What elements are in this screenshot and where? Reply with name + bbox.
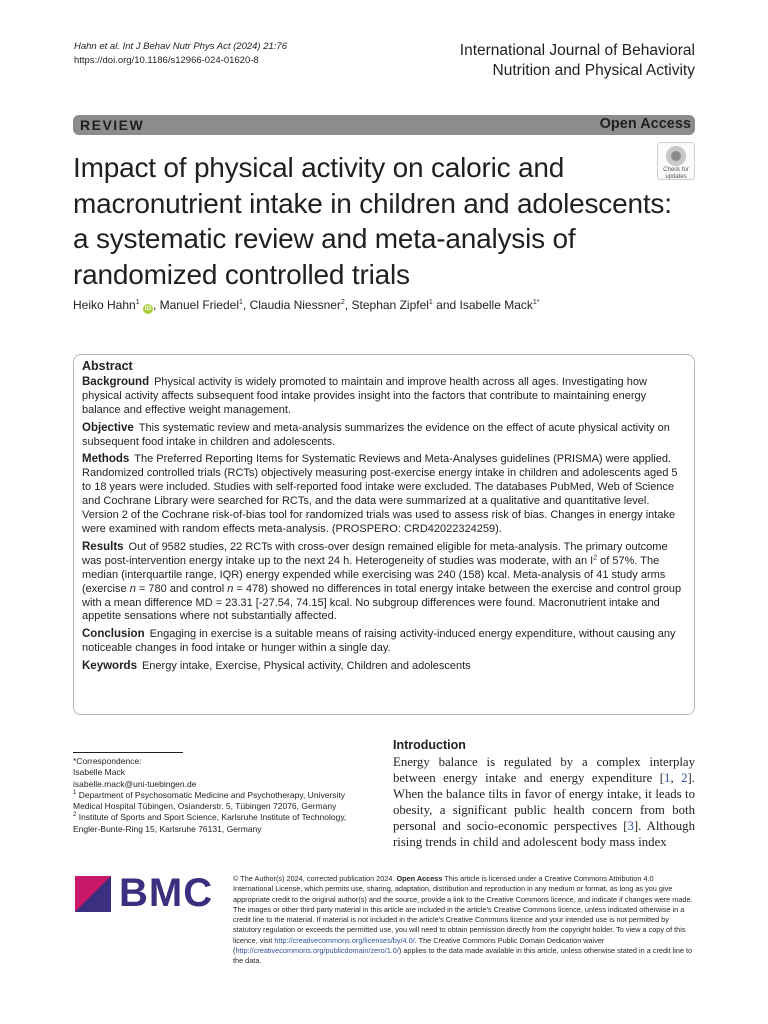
crossmark-label: Check for updates: [663, 167, 689, 180]
author-list: [73, 297, 540, 314]
bmc-logo-mark-icon: [75, 876, 111, 912]
introduction-section: [393, 738, 695, 851]
affiliation-1: $^1$ Department of Psychosomatic Medicine and Psychotherapy, University Medical Hospital Tübingen, Osianderstr. 5, Tübingen 72076, Germany: [73, 789, 345, 812]
citation-volume: (2024) 21:76: [233, 41, 287, 52]
license-link-cc-by[interactable]: http://creativecommons.org/licenses/by/4.0/: [274, 935, 415, 945]
author-name: , Claudia Niessner: [242, 298, 341, 312]
abstract-results: [82, 541, 687, 624]
citation-authors: Hahn et al.: [74, 41, 120, 52]
footnote-divider: [73, 752, 183, 753]
author-affiliation-sup: 2: [340, 299, 345, 306]
reference-link[interactable]: 2: [681, 771, 688, 786]
author-name: , Stephan Zipfel: [344, 298, 429, 312]
background-label: Background: [82, 375, 150, 388]
methods-text: The Preferred Reporting Items for Systematic Reviews and Meta-Analyses guidelines (PRISMA) were applied. Randomized controlled trials (RCTs) objectively measuring post-exercise energy intake in children and adolescents aged 5 to 18 years were included. Studies with self-reported food intake were excluded. The databases PubMed, Web of Science and Cochrane Library were searched for RCTs, and the data were summarized at a qualitative and quantitative level. Version 2 of the Cochrane risk-of-bias tool for randomized trials was used to assess risk of bias. Changes in energy intake were examined with random effects meta-analysis. (PROSPERO: CRD42022324259).: [82, 453, 678, 535]
license-open-access: Open Access: [396, 874, 443, 883]
results-label: Results: [82, 540, 124, 553]
article-type-label: REVIEW: [80, 117, 145, 133]
results-text-3: = 780 and control: [135, 582, 228, 595]
journal-name: [460, 41, 695, 81]
background-text: Physical activity is widely promoted to maintain and improve health across all ages. Investigating how physical activity affects subsequent food intake provides insight into the factors that contribute to maintaining energy balance and effective weight management.: [82, 375, 647, 416]
results-text-2: of 57%. The median (interquartile range, IQR) energy expended while exercising was 240 (158) kcal. Meta-analysis of 41 study arms (exercise: [82, 554, 666, 595]
orcid-icon[interactable]: iD: [144, 305, 152, 312]
abstract-keywords: [82, 660, 687, 674]
bmc-logo-text: BMC: [119, 871, 214, 915]
author-affiliation-sup: 1: [428, 299, 433, 306]
open-access-label: Open Access: [599, 116, 691, 132]
introduction-heading: Introduction: [393, 738, 466, 752]
citation-journal: Int J Behav Nutr Phys Act: [122, 41, 231, 52]
crossmark-icon: [666, 146, 686, 166]
author-affiliation-sup: 1*: [532, 299, 540, 306]
conclusion-label: Conclusion: [82, 628, 145, 641]
results-text-1: Out of 9582 studies, 22 RCTs with cross-over design remained eligible for meta-analysis. The primary outcome was post-intervention energy intake up to the next 24 h. Heterogeneity of studies was moderate, with an I: [82, 540, 668, 567]
article-title: Impact of physical activity on caloric and macronutrient intake in children and adolescents: a systematic review and meta-analysis of randomized controlled trials: [73, 152, 672, 290]
introduction-paragraph: Energy balance is regulated by a complex interplay between energy intake and energy expenditure [1, 2]. When the balance tilts in favor of energy intake, it leads to obesity, a significant public health concern from both personal and socio-economic perspectives [3]. Although rising trends in child and adolescent body mass index: [393, 755, 695, 850]
objective-text: This systematic review and meta-analysis summarizes the evidence on the effect of acute physical activity on subsequent food intake in children and adolescents.: [82, 421, 670, 448]
results-n-2: n: [227, 582, 234, 595]
reference-link[interactable]: 3: [627, 819, 634, 834]
journal-name-line1: International Journal of Behavioral: [459, 42, 695, 59]
conclusion-text: Engaging in exercise is a suitable means of raising activity-induced energy expenditure, without causing any noticeable changes in food intake or hunger within a single day.: [82, 628, 676, 655]
abstract-methods: [82, 453, 687, 536]
results-text-4: = 478) showed no differences in total energy intake between the exercise and control group with a mean difference MD = 23.31 [-27.54, 74.15] kcal. No subgroup differences were found. Macronutrient intake and appetite sensations where not substantially affected.: [82, 582, 682, 623]
methods-label: Methods: [82, 453, 130, 466]
check-for-updates-badge[interactable]: [657, 142, 695, 180]
correspondence-label: *Correspondence:: [73, 756, 142, 766]
keywords-text: Energy intake, Exercise, Physical activity, Children and adolescents: [141, 660, 471, 673]
article-type-banner: [73, 115, 695, 135]
author-name: Heiko Hahn: [73, 298, 136, 312]
running-header-citation: [74, 40, 287, 68]
license-link-cc-zero[interactable]: http://creativecommons.org/publicdomain/zero/1.0/: [235, 946, 399, 956]
author-name: and Isabelle Mack: [432, 298, 533, 312]
journal-name-line2: Nutrition and Physical Activity: [492, 62, 695, 79]
abstract-heading: Abstract: [82, 359, 133, 373]
abstract-background: [82, 376, 687, 418]
abstract-conclusion: [82, 628, 687, 656]
results-n-1: n: [129, 582, 136, 595]
correspondence-email[interactable]: isabelle.mack@uni-tuebingen.de: [73, 778, 197, 789]
footnotes: [73, 756, 363, 835]
author-name: , Manuel Friedel: [152, 298, 239, 312]
author-affiliation-sup: 1: [239, 299, 243, 306]
abstract-objective: [82, 422, 687, 450]
correspondence-name: Isabelle Mack: [73, 767, 125, 778]
license-statement: © The Author(s) 2024, corrected publication 2024. Open Access This article is licensed under a Creative Commons Attribution 4.0 International License, which permits use, sharing, adaptation, distribution and reproduction in any medium or format, as long as you give appropriate credit to the original author(s) and the source, provide a link to the Creative Commons licence, and indicate if changes were made. The images or other third party material in this article are included in the article’s Creative Commons licence, unless indicated otherwise in a credit line to the material. If material is not included in the article’s Creative Commons licence and your intended use is not permitted by statutory regulation or exceeds the permitted use, you will need to obtain permission directly from the copyright holder. To view a copy of this licence, visit http://creativecommons.org/licenses/by/4.0/. The Creative Commons Public Domain Dedication waiver (http://creativecommons.org/publicdomain/zero/1.0/) applies to the data made available in this article, unless otherwise stated in a credit line to the data.: [233, 874, 693, 966]
author-affiliation-sup: 1: [135, 299, 140, 306]
objective-label: Objective: [82, 421, 134, 434]
results-sup: 2: [593, 554, 598, 562]
reference-link[interactable]: 1: [664, 771, 671, 786]
doi-link[interactable]: https://doi.org/10.1186/s12966-024-01620-8: [74, 55, 259, 66]
abstract-box: [73, 354, 695, 715]
affiliation-2: $^2$ Institute of Sports and Sport Science, Karlsruhe Institute of Technology, Engler-Bunte-Ring 15, Karlsruhe 76131, Germany: [73, 812, 347, 834]
keywords-label: Keywords: [82, 660, 137, 673]
bmc-logo: [75, 871, 215, 920]
